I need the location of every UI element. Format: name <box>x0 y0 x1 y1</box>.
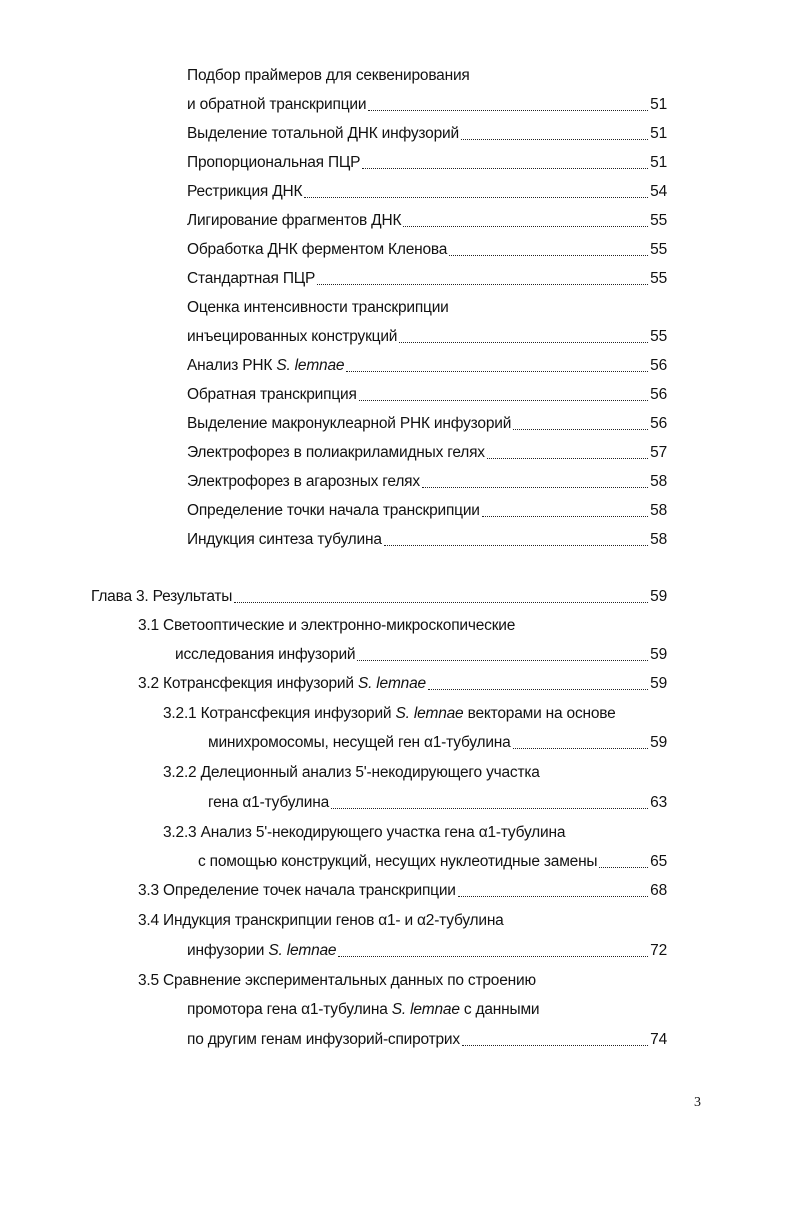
toc-entry[interactable] <box>187 149 667 173</box>
toc-chapter-entry[interactable] <box>91 583 667 607</box>
toc-entry[interactable] <box>187 178 667 202</box>
toc-page-number: 56 <box>650 415 667 432</box>
leader-dots <box>357 660 648 661</box>
toc-page-number: 58 <box>650 502 667 519</box>
toc-entry <box>187 996 667 1020</box>
toc-entry <box>138 967 667 991</box>
page-number: 3 <box>694 1095 701 1110</box>
toc-page-number: 55 <box>650 270 667 287</box>
species-name: S. lemnae <box>395 705 464 722</box>
toc-entry <box>138 612 667 636</box>
toc-page-number: 51 <box>650 154 667 171</box>
toc-page-number: 74 <box>650 1031 667 1048</box>
leader-dots <box>346 371 648 372</box>
toc-page-number: 59 <box>650 675 667 692</box>
toc-entry-text: Электрофорез в агарозных гелях <box>187 473 420 490</box>
toc-entry-text: исследования инфузорий <box>175 646 356 663</box>
toc-entry[interactable] <box>187 265 667 289</box>
toc-entry-text: 3.5 Сравнение экспериментальных данных по строению <box>138 972 536 989</box>
toc-entry-text: Выделение тотальной ДНК инфузорий <box>187 125 459 142</box>
toc-page-number: 57 <box>650 444 667 461</box>
leader-dots <box>513 748 649 749</box>
leader-dots <box>487 458 648 459</box>
toc-entry[interactable] <box>208 789 667 813</box>
leader-dots <box>338 956 648 957</box>
toc-entry[interactable] <box>187 91 667 115</box>
toc-page-number: 56 <box>650 357 667 374</box>
toc-entry-text: Лигирование фрагментов ДНК <box>187 212 402 229</box>
toc-page-number: 68 <box>650 882 667 899</box>
leader-dots <box>331 808 648 809</box>
toc-entry-text: Оценка интенсивности транскрипции <box>187 299 449 316</box>
toc-entry-text: 3.3 Определение точек начала транскрипции <box>138 882 456 899</box>
toc-entry-text: Рестрикция ДНК <box>187 183 303 200</box>
toc-page-number: 55 <box>650 328 667 345</box>
toc-entry[interactable] <box>187 323 667 347</box>
toc-page-number: 58 <box>650 531 667 548</box>
leader-dots <box>458 896 648 897</box>
toc-entry-text: 3.4 Индукция транскрипции генов α1- и α2-тубулина <box>138 912 504 929</box>
toc-entry[interactable] <box>187 236 667 260</box>
toc-entry[interactable] <box>187 410 667 434</box>
toc-entry[interactable] <box>187 1026 667 1050</box>
toc-entry-text: 3.1 Светооптические и электронно-микроскопические <box>138 617 516 634</box>
toc-entry[interactable] <box>187 439 667 463</box>
toc-page-number: 51 <box>650 125 667 142</box>
species-name: S. lemnae <box>357 675 426 692</box>
toc-entry <box>163 759 667 783</box>
leader-dots <box>449 255 648 256</box>
leader-dots <box>384 545 648 546</box>
toc-entry-text: минихромосомы, несущей ген α1-тубулина <box>208 734 511 751</box>
toc-entry[interactable] <box>187 207 667 231</box>
toc-entry-text: Стандартная ПЦР <box>187 270 316 287</box>
leader-dots <box>304 197 648 198</box>
leader-dots <box>399 342 648 343</box>
toc-page-number: 55 <box>650 241 667 258</box>
toc-page-number: 65 <box>650 853 667 870</box>
toc-entry[interactable] <box>138 670 667 694</box>
toc-entry-text: Обработка ДНК ферментом Кленова <box>187 241 448 258</box>
toc-entry-text: 3.2.2 Делеционный анализ 5'-некодирующего участка <box>163 764 540 781</box>
leader-dots <box>362 168 648 169</box>
toc-entry-text: Индукция синтеза тубулина <box>187 531 382 548</box>
toc-entry-text: 3.2.3 Анализ 5'-некодирующего участка гена α1-тубулина <box>163 824 566 841</box>
toc-entry-text: Глава 3. Результаты <box>91 588 233 605</box>
toc-entry[interactable] <box>175 641 667 665</box>
toc-entry-text: Электрофорез в полиакриламидных гелях <box>187 444 485 461</box>
toc-entry[interactable] <box>187 352 667 376</box>
toc-entry <box>163 819 667 843</box>
leader-dots <box>422 487 648 488</box>
toc-entry-text: инфузории S. lemnae <box>187 942 337 959</box>
leader-dots <box>368 110 648 111</box>
toc-entry-text: Выделение макронуклеарной РНК инфузорий <box>187 415 512 432</box>
species-name: S. lemnae <box>268 942 337 959</box>
toc-entry-text: 3.2.1 Котрансфекция инфузорий S. lemnae векторами на основе <box>163 705 616 722</box>
toc-page-number: 54 <box>650 183 667 200</box>
toc-page-number: 55 <box>650 212 667 229</box>
toc-entry[interactable] <box>187 526 667 550</box>
leader-dots <box>599 867 648 868</box>
toc-entry-text: Обратная транскрипция <box>187 386 357 403</box>
toc-page-number: 72 <box>650 942 667 959</box>
toc-entry-text: Подбор праймеров для секвенирования <box>187 67 470 84</box>
leader-dots <box>461 139 648 140</box>
toc-entry <box>138 907 667 931</box>
toc-entry-text: 3.2 Котрансфекция инфузорий S. lemnae <box>138 675 426 692</box>
toc-entry-text: инъецированных конструкций <box>187 328 398 345</box>
toc-entry[interactable] <box>138 877 667 901</box>
toc-entry <box>187 62 667 86</box>
leader-dots <box>513 429 648 430</box>
toc-page-number: 59 <box>650 646 667 663</box>
leader-dots <box>317 284 648 285</box>
toc-entry[interactable] <box>208 729 667 753</box>
toc-page-number: 56 <box>650 386 667 403</box>
toc-entry-text: Определение точки начала транскрипции <box>187 502 480 519</box>
toc-entry-text: Анализ РНК S. lemnae <box>187 357 345 374</box>
species-name: S. lemnae <box>391 1001 460 1018</box>
toc-entry-text: с помощью конструкций, несущих нуклеотидные замены <box>198 853 598 870</box>
toc-entry[interactable] <box>198 848 667 872</box>
toc-page-number: 59 <box>650 588 667 605</box>
leader-dots <box>234 602 648 603</box>
toc-entry <box>163 700 667 724</box>
toc-entry[interactable] <box>187 497 667 521</box>
leader-dots <box>482 516 648 517</box>
toc-entry[interactable] <box>187 120 667 144</box>
leader-dots <box>359 400 649 401</box>
toc-entry[interactable] <box>187 937 667 961</box>
species-name: S. lemnae <box>276 357 345 374</box>
toc-entry[interactable] <box>187 468 667 492</box>
leader-dots <box>462 1045 648 1046</box>
toc-page-number: 59 <box>650 734 667 751</box>
leader-dots <box>428 689 648 690</box>
leader-dots <box>403 226 648 227</box>
toc-entry-text: гена α1-тубулина <box>208 794 329 811</box>
toc-page-number: 58 <box>650 473 667 490</box>
toc-entry[interactable] <box>187 381 667 405</box>
toc-entry-text: по другим генам инфузорий-спиротрих <box>187 1031 460 1048</box>
toc-entry-text: Пропорциональная ПЦР <box>187 154 361 171</box>
toc-page-number: 63 <box>650 794 667 811</box>
toc-entry-text: промотора гена α1-тубулина S. lemnae с данными <box>187 1001 540 1018</box>
toc-entry <box>187 294 667 318</box>
toc-page-number: 51 <box>650 96 667 113</box>
toc-entry-text: и обратной транскрипции <box>187 96 367 113</box>
